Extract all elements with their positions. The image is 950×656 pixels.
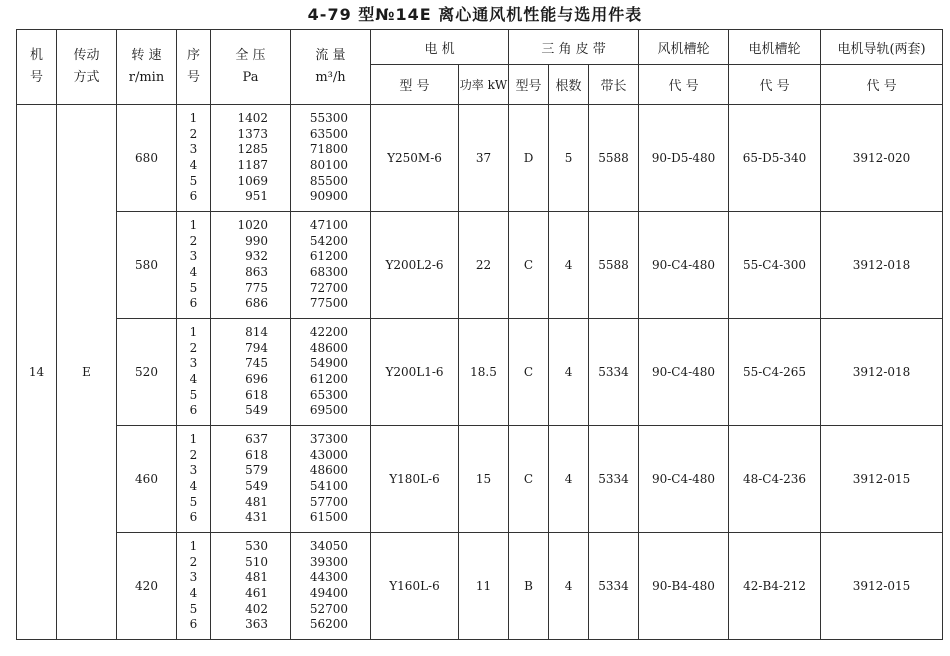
- header-motor-pulley-code: 代 号: [729, 65, 821, 105]
- belt-type-cell: C: [509, 212, 549, 319]
- motor-rail-cell: 3912-015: [821, 426, 943, 533]
- belt-count-cell: 4: [549, 212, 589, 319]
- motor-pulley-cell: 48-C4-236: [729, 426, 821, 533]
- pressure-cell: 530 510 481 461 402 363: [211, 533, 291, 640]
- belt-length-cell: 5334: [589, 533, 639, 640]
- table-row: [17, 319, 943, 426]
- fan-pulley-cell: 90-C4-480: [639, 319, 729, 426]
- flow-cell: 47100 54200 61200 68300 72700 77500: [291, 212, 371, 319]
- belt-type-cell: B: [509, 533, 549, 640]
- motor-model-cell: Y180L-6: [371, 426, 459, 533]
- header-belt: 三 角 皮 带: [509, 30, 639, 65]
- header-motor-power: 功率 kW: [459, 65, 509, 105]
- belt-length-cell: 5334: [589, 426, 639, 533]
- pressure-cell: 814 794 745 696 618 549: [211, 319, 291, 426]
- motor-model-cell: Y200L2-6: [371, 212, 459, 319]
- belt-length-cell: 5588: [589, 105, 639, 212]
- performance-table: [16, 29, 943, 640]
- page-title: 4-79 型№14E 离心通风机性能与选用件表: [307, 5, 643, 24]
- seq-cell: 1 2 3 4 5 6: [177, 426, 211, 533]
- motor-model-cell: Y160L-6: [371, 533, 459, 640]
- belt-count-cell: 4: [549, 533, 589, 640]
- motor-rail-cell: 3912-020: [821, 105, 943, 212]
- header-flow: 流 量 m³/h: [291, 30, 371, 105]
- belt-count-cell: 4: [549, 319, 589, 426]
- motor-rail-cell: 3912-015: [821, 533, 943, 640]
- header-fan-pulley: 风机槽轮: [639, 30, 729, 65]
- motor-power-cell: 11: [459, 533, 509, 640]
- motor-model-cell: Y250M-6: [371, 105, 459, 212]
- belt-type-cell: D: [509, 105, 549, 212]
- belt-type-cell: C: [509, 319, 549, 426]
- motor-power-cell: 15: [459, 426, 509, 533]
- header-motor-pulley: 电机槽轮: [729, 30, 821, 65]
- header-motor: 电 机: [371, 30, 509, 65]
- motor-pulley-cell: 42-B4-212: [729, 533, 821, 640]
- drive-cell: E: [57, 105, 117, 640]
- header-pressure: 全 压 Pa: [211, 30, 291, 105]
- fan-pulley-cell: 90-C4-480: [639, 426, 729, 533]
- fan-pulley-cell: 90-D5-480: [639, 105, 729, 212]
- table-row: [17, 212, 943, 319]
- header-motor-rail: 电机导轨(两套): [821, 30, 943, 65]
- flow-cell: 55300 63500 71800 80100 85500 90900: [291, 105, 371, 212]
- header-motor-model: 型 号: [371, 65, 459, 105]
- speed-cell: 680: [117, 105, 177, 212]
- header-machine-no: 机 号: [17, 30, 57, 105]
- motor-power-cell: 37: [459, 105, 509, 212]
- table-body: [17, 105, 943, 640]
- table-row: [17, 426, 943, 533]
- header-belt-count: 根数: [549, 65, 589, 105]
- motor-pulley-cell: 55-C4-300: [729, 212, 821, 319]
- seq-cell: 1 2 3 4 5 6: [177, 533, 211, 640]
- motor-power-cell: 22: [459, 212, 509, 319]
- flow-cell: 37300 43000 48600 54100 57700 61500: [291, 426, 371, 533]
- seq-cell: 1 2 3 4 5 6: [177, 319, 211, 426]
- belt-length-cell: 5334: [589, 319, 639, 426]
- speed-cell: 420: [117, 533, 177, 640]
- pressure-cell: 1020 990 932 863 775 686: [211, 212, 291, 319]
- pressure-cell: 637 618 579 549 481 431: [211, 426, 291, 533]
- header-speed: 转 速 r/min: [117, 30, 177, 105]
- motor-pulley-cell: 65-D5-340: [729, 105, 821, 212]
- motor-power-cell: 18.5: [459, 319, 509, 426]
- motor-rail-cell: 3912-018: [821, 212, 943, 319]
- header-belt-length: 带长: [589, 65, 639, 105]
- speed-cell: 580: [117, 212, 177, 319]
- machine-no-cell: 14: [17, 105, 57, 640]
- table-row: [17, 533, 943, 640]
- table-row: [17, 105, 943, 212]
- flow-cell: 34050 39300 44300 49400 52700 56200: [291, 533, 371, 640]
- fan-pulley-cell: 90-C4-480: [639, 212, 729, 319]
- header-drive: 传动 方式: [57, 30, 117, 105]
- motor-model-cell: Y200L1-6: [371, 319, 459, 426]
- header-fan-pulley-code: 代 号: [639, 65, 729, 105]
- fan-pulley-cell: 90-B4-480: [639, 533, 729, 640]
- speed-cell: 460: [117, 426, 177, 533]
- belt-length-cell: 5588: [589, 212, 639, 319]
- header-belt-type: 型号: [509, 65, 549, 105]
- belt-count-cell: 5: [549, 105, 589, 212]
- header-motor-rail-code: 代 号: [821, 65, 943, 105]
- flow-cell: 42200 48600 54900 61200 65300 69500: [291, 319, 371, 426]
- seq-cell: 1 2 3 4 5 6: [177, 212, 211, 319]
- header-seq: 序 号: [177, 30, 211, 105]
- belt-type-cell: C: [509, 426, 549, 533]
- belt-count-cell: 4: [549, 426, 589, 533]
- speed-cell: 520: [117, 319, 177, 426]
- pressure-cell: 1402 1373 1285 1187 1069 951: [211, 105, 291, 212]
- seq-cell: 1 2 3 4 5 6: [177, 105, 211, 212]
- motor-rail-cell: 3912-018: [821, 319, 943, 426]
- motor-pulley-cell: 55-C4-265: [729, 319, 821, 426]
